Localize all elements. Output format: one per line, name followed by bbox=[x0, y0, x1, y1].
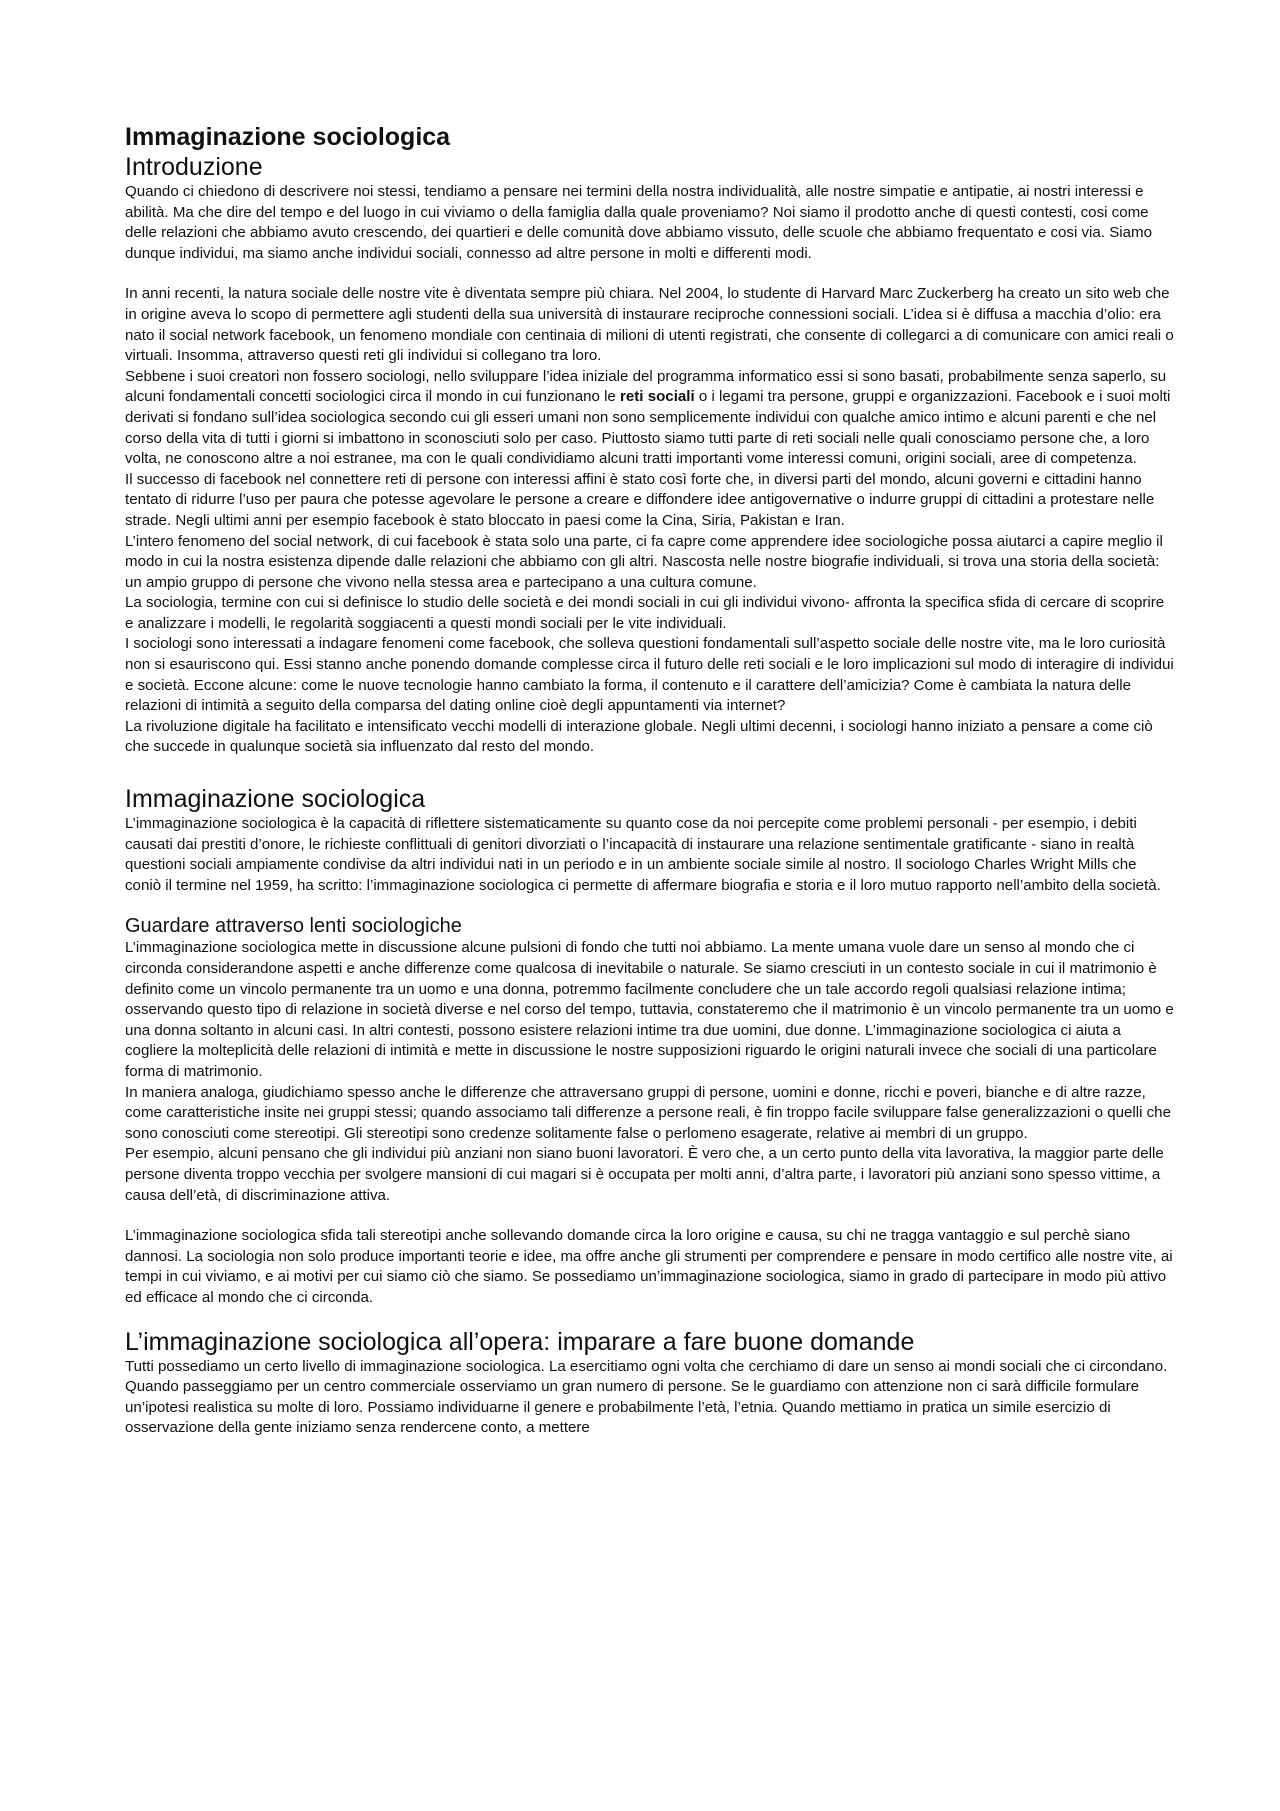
paragraph: Per esempio, alcuni pensano che gli individui più anziani non siano buoni lavoratori. È vero che, a un certo punto della vita lavorativa, la maggior parte delle persone diventa troppo vecchia per svolgere mansioni di cui magari si è occupata per molti anni, d’altra parte, i lavoratori più anziani sono spesso vittime, a causa dell’età, di discriminazione attiva. bbox=[125, 1145, 1164, 1204]
bold-term: reti sociali bbox=[620, 388, 695, 406]
paragraph: L’intero fenomeno del social network, di cui facebook è stata solo una parte, ci fa capre come apprendere idee sociologiche possa aiutarci a capire meglio il modo in cui la nostra esistenza dipende dalle relazioni che abbiamo con gli altri. Nascosta nelle nostre biografie individuali, si trova una storia della società: un ampio gruppo di persone che vivono nella stessa area e partecipano a una cultura comune. bbox=[125, 532, 1163, 591]
paragraph: L’immaginazione sociologica mette in discussione alcune pulsioni di fondo che tutti noi abbiamo. La mente umana vuole dare un senso al mondo che ci circonda considerandone aspetti e anche differenze come qualcosa di inevitabile o naturale. Se siamo cresciuti in un contesto sociale in cui il matrimonio è definito come un vincolo permanente tra un uomo e una donna, potremmo facilmente concludere che un tale accordo regoli qualsiasi relazione intima; osservando questo tipo di relazione in società diverse e nel corso del tempo, tuttavia, constateremo che il matrimonio è un vincolo permanente tra un uomo e una donna soltanto in alcuni casi. In altri contesti, possono esistere relazioni intime tra due uomini, due donne. L’immaginazione sociologica ci aiuta a cogliere la molteplicità delle relazioni di intimità e mette in discussione le nostre supposizioni riguardo le origini naturali invece che sociali di una particolare forma di matrimonio. bbox=[125, 939, 1174, 1080]
intro-heading: Introduzione bbox=[125, 153, 263, 181]
paragraph: La rivoluzione digitale ha facilitato e intensificato vecchi modelli di interazione globale. Negli ultimi decenni, i sociologi hanno iniziato a pensare a come ciò che succede in qualunque società sia influenzato dal resto del mondo. bbox=[125, 717, 1153, 756]
paragraph: La sociologia, termine con cui si definisce lo studio delle società e dei mondi sociali in cui gli individui vivono- affronta la specifica sfida di cercare di scoprire e analizzare i modelli, le regolarità soggiacenti a questi mondi sociali per le vite individuali. bbox=[125, 594, 1165, 632]
paragraph: In maniera analoga, giudichiamo spesso anche le differenze che attraversano gruppi di persone, uomini e donne, ricchi e poveri, bianche e di altre razze, come caratteristiche insite nei gruppi stessi; quando associamo tali differenze a persone reali, è fin troppo facile sviluppare false generalizzazioni o quelli che sono conosciuti come stereotipi. Gli stereotipi sono credenze solitamente false o perlomeno esagerate, relative ai membri di un gruppo. bbox=[125, 1083, 1171, 1142]
text-span: Sebbene i suoi creatori non fossero sociologi, nello sviluppare l’idea iniziale del programma informatico essi si sono basati, probabilmente senza saperlo, su alcuni fondamentali concetti sociologici circa il mondo in cui funzionano le bbox=[125, 367, 1167, 406]
sub-heading: Guardare attraverso lenti sociologiche bbox=[125, 915, 462, 938]
paragraph: In anni recenti, la natura sociale delle nostre vite è diventata sempre più chiara. Nel 2004, lo studente di Harvard Marc Zuckerberg ha creato un sito web che in origine aveva lo scopo di permettere agli studenti della sua università di instaurare reciproche connessioni sociali. L’idea si è diffusa a macchia d’olio: era nato il social network facebook, un fenomeno mondiale con centinaia di milioni di utenti registrati, che consente di collegarci a di comunicare con amici reali o virtuali. Insomma, attraverso questi reti gli individui si collegano tra loro. bbox=[125, 285, 1174, 365]
paragraph: Il successo di facebook nel connettere reti di persone con interessi affini è stato così forte che, in diversi parti del mondo, alcuni governi e cittadini hanno tentato di ridurre l’uso per paura che potesse agevolare le persone a creare e diffondere idee antigovernative o indurre gruppi di cittadini a protestare nelle strade. Negli ultimi anni per esempio facebook è stato bloccato in paesi come la Cina, Siria, Pakistan e Iran. bbox=[125, 470, 1155, 529]
document-title: Immaginazione sociologica bbox=[125, 123, 451, 151]
paragraph: L’immaginazione sociologica sfida tali stereotipi anche sollevando domande circa la loro origine e causa, su chi ne tragga vantaggio e sul perchè siano dannosi. La sociologia non solo produce importanti teorie e idee, ma offre anche gli strumenti per comprendere e pensare in modo certifico alle nostre vite, ai tempi in cui viviamo, e ai motivi per cui siamo ciò che siamo. Se possediamo un’immaginazione sociologica, siamo in grado di partecipare in modo più attivo ed efficace al mondo che ci circonda. bbox=[125, 1227, 1173, 1306]
section-heading: Immaginazione sociologica bbox=[125, 785, 426, 814]
paragraph: L’immaginazione sociologica è la capacità di riflettere sistematicamente su quanto cose da noi percepite come problemi personali - per esempio, i debiti causati dai prestiti d’onore, le richieste conflittuali di genitori divorziati o l’incapacità di instaurare una relazione sentimentale gratificante - siano in realtà questioni sociali ampiamente condivise da altri individui nati in un periodo e in un ambiente sociale simile al nostro. Il sociologo Charles Wright Mills che coniò il termine nel 1959, ha scritto: l’immaginazione sociologica ci permette di affermare biografia e storia e il loro mutuo rapporto nell’ambito della società. bbox=[125, 815, 1161, 894]
paragraph: Quando ci chiedono di descrivere noi stessi, tendiamo a pensare nei termini della nostra individualità, alle nostre simpatie e antipatie, ai nostri interessi e abilità. Ma che dire del tempo e del luogo in cui viviamo o della famiglia dalla quale proveniamo? Noi siamo il prodotto anche di questi contesti, cosi come delle relazioni che abbiamo avuto crescendo, dei quartieri e delle comunità dove abbiamo vissuto, delle scuole che abbiamo frequentato e cosi via. Siamo dunque individui, ma siamo anche individui sociali, connesso ad altre persone in molti e differenti modi. bbox=[125, 183, 1152, 262]
paragraph-reti-sociali bbox=[125, 367, 1175, 470]
paragraph: I sociologi sono interessati a indagare fenomeni come facebook, che solleva questioni fondamentali sull’aspetto sociale delle nostre vite, ma le loro curiosità non si esauriscono qui. Essi stanno anche ponendo domande complesse circa il futuro delle reti sociali e le loro implicazioni sul modo di interagire di individui e società. Eccone alcune: come le nuove tecnologie hanno cambiato la forma, il contenuto e il carattere dell’amicizia? Come è cambiata la natura delle relazioni di intimità a seguito della comparsa del dating online cioè degli appuntamenti via internet? bbox=[125, 635, 1174, 715]
section-heading: L’immaginazione sociologica all’opera: imparare a fare buone domande bbox=[125, 1327, 915, 1356]
document-page bbox=[125, 122, 1175, 1439]
text-span: o i legami tra persone, gruppi e organizzazioni. Facebook e i suoi molti derivati si fondano sull’idea sociologica secondo cui gli esseri umani non sono semplicemente individui con qualche amico intimo e alcuni parenti e che nel corso della vita di tutti i giorni si imbattono in sconosciuti solo per caso. Piuttosto siamo tutti parte di reti sociali nelle quali conosciamo persone che, a loro volta, ne conoscono altre a noi estranee, ma con le quali condividiamo alcuni tratti importanti vome interessi comuni, origini sociali, aree di competenza. bbox=[125, 388, 1171, 468]
paragraph: Tutti possediamo un certo livello di immaginazione sociologica. La esercitiamo ogni volta che cerchiamo di dare un senso ai mondi sociali che ci circondano. Quando passeggiamo per un centro commerciale osserviamo un gran numero di persone. Se le guardiamo con attenzione non ci sarà difficile formulare un’ipotesi realistica su molte di loro. Possiamo individuarne il genere e probabilmente l’età, l’etnia. Quando mettiamo in pratica un simile esercizio di osservazione della gente iniziamo senza rendercene conto, a mettere bbox=[125, 1357, 1168, 1437]
